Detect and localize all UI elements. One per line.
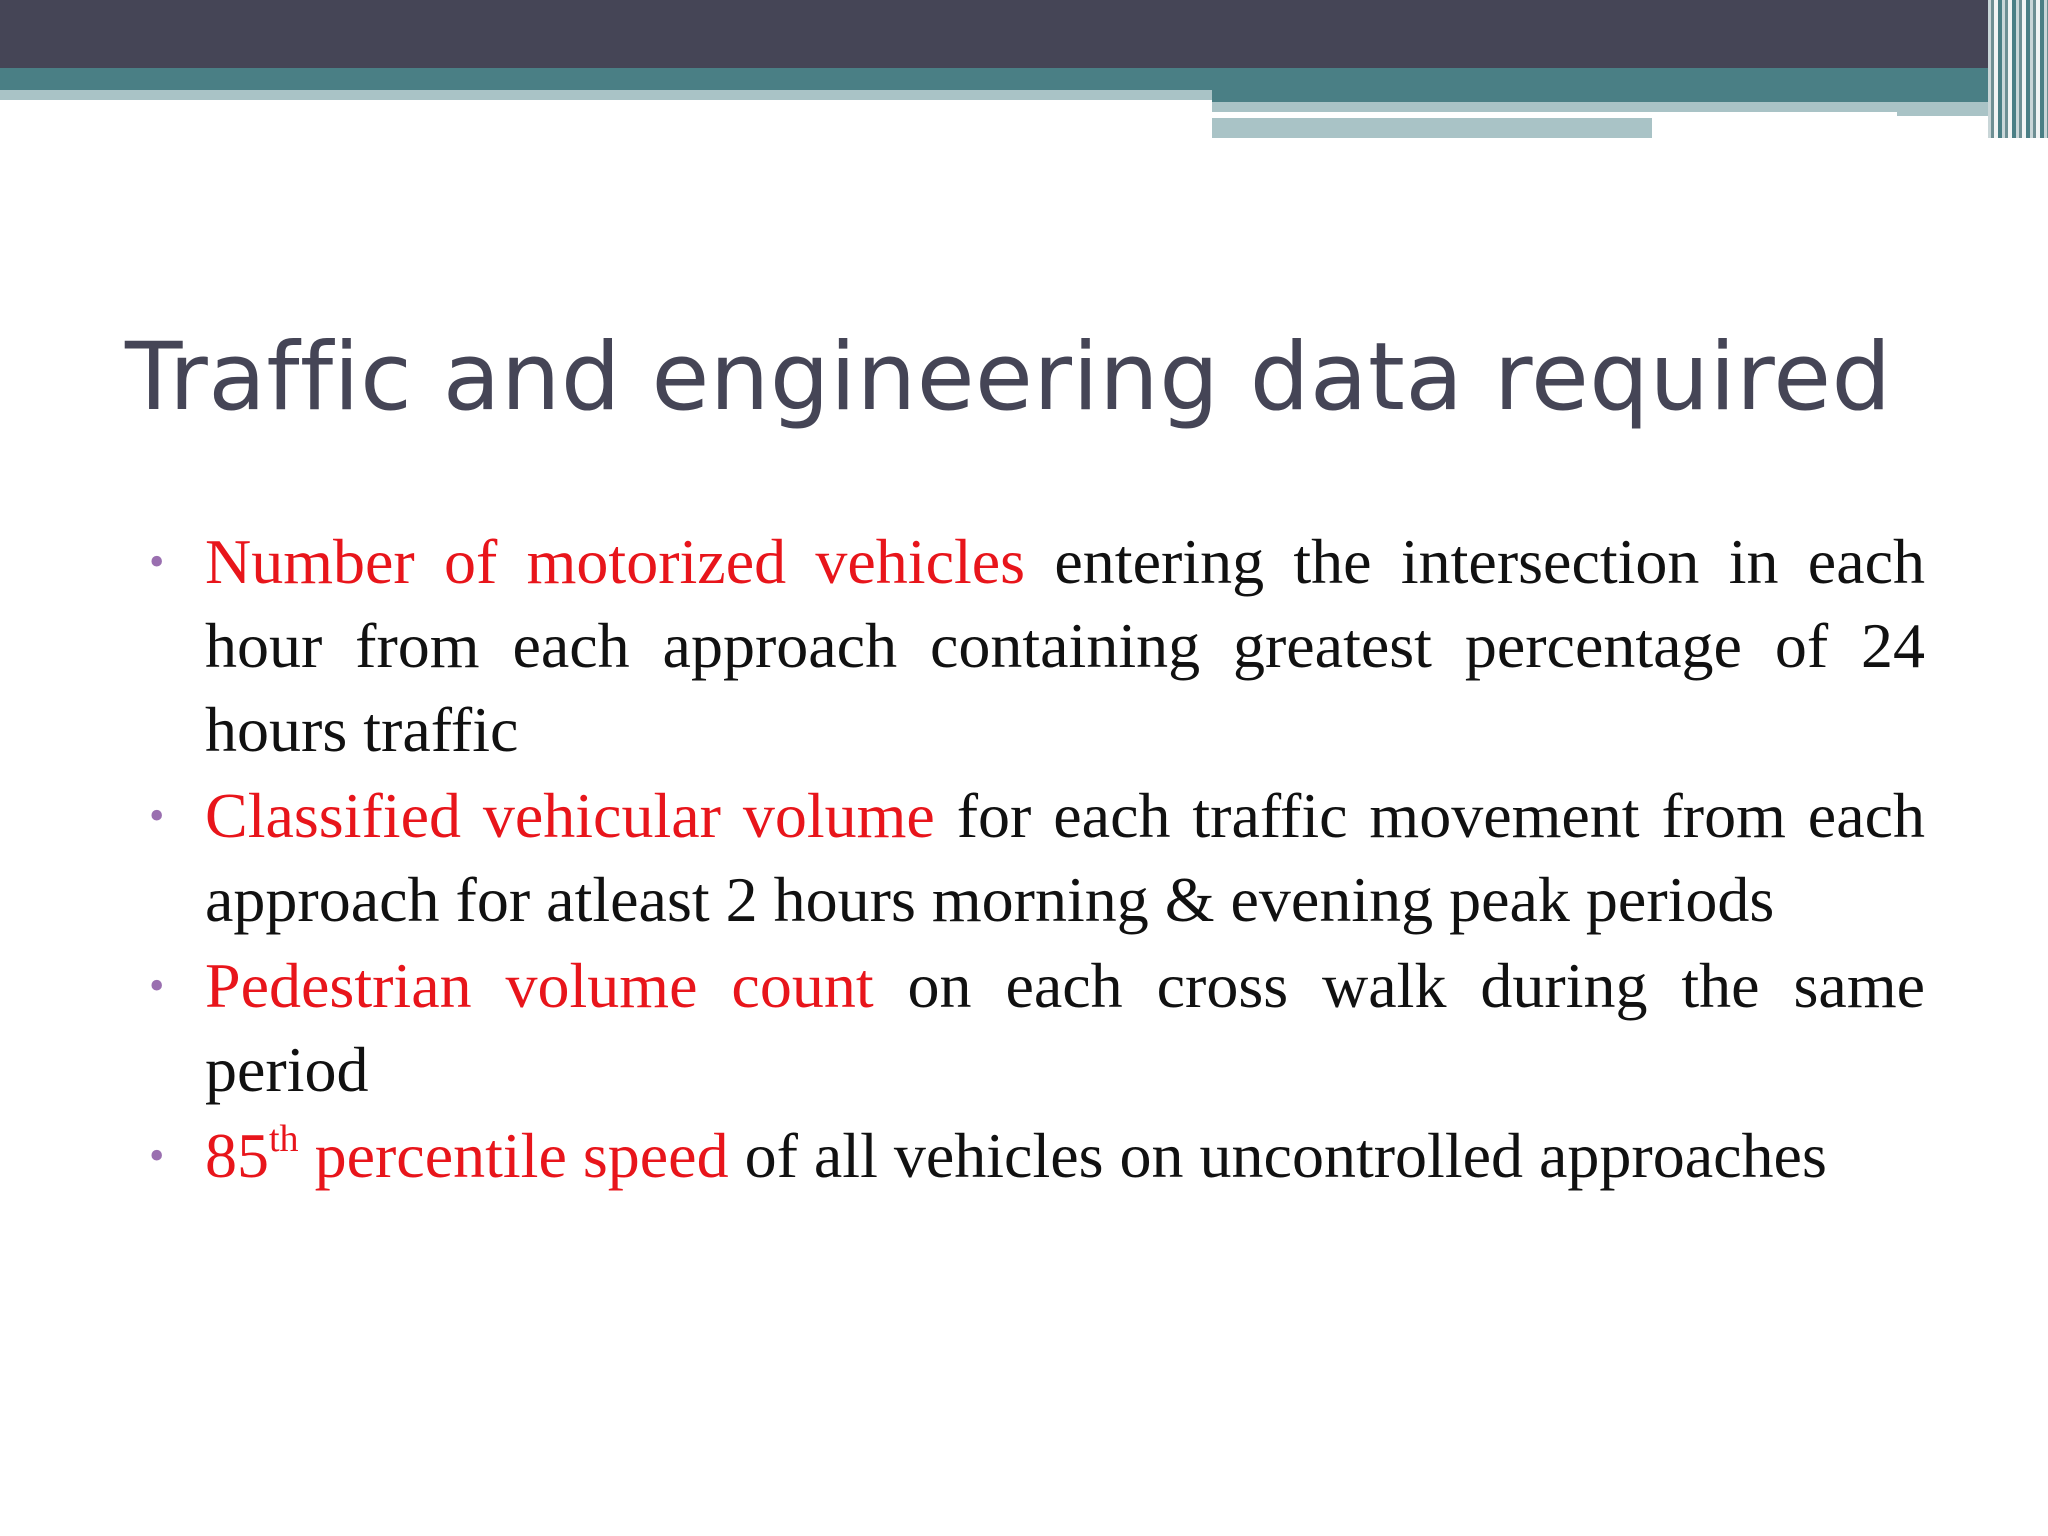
bullet-dot-icon: • [149,537,165,586]
header-bar-teal [0,68,2048,90]
bullet-dot-icon: • [149,961,165,1010]
bullet-highlight-number: 85 [205,1120,269,1191]
bullet-text: on each cross walk during the same period [205,950,1926,1105]
bullet-highlight-superscript: th [269,1118,299,1160]
bullet-highlight: percentile speed [298,1120,729,1191]
bullet-highlight: Classified vehicular volume [205,780,935,851]
bullet-item [145,774,1925,942]
header-bar-pale-low [1212,118,1652,138]
bullet-highlight: Pedestrian volume count [205,950,874,1021]
bullet-item [145,520,1925,772]
header-bar-teal-right [1212,90,2048,102]
bullet-item [145,944,1925,1112]
bullet-dot-icon: • [149,1131,165,1180]
bullet-item [145,1114,1925,1198]
bullet-text: entering the intersection in each hour from each approach containing greatest percentage of 24 hours traffic [205,526,1925,765]
slide-title: Traffic and engineering data required [125,323,1892,432]
header-bar-dark [0,0,2048,68]
header-bar-light [0,90,1212,100]
bullet-list [145,520,1925,1200]
bullet-dot-icon: • [149,791,165,840]
bullet-text: of all vehicles on uncontrolled approaches [728,1120,1827,1191]
header-bar-thin-line [1212,112,1897,116]
bullet-highlight: Number of motorized vehicles [205,526,1026,597]
bullet-text: for each traffic movement from each approach for atleast 2 hours morning & evening peak periods [205,780,1925,935]
corner-stripes-decoration [1988,0,2048,138]
